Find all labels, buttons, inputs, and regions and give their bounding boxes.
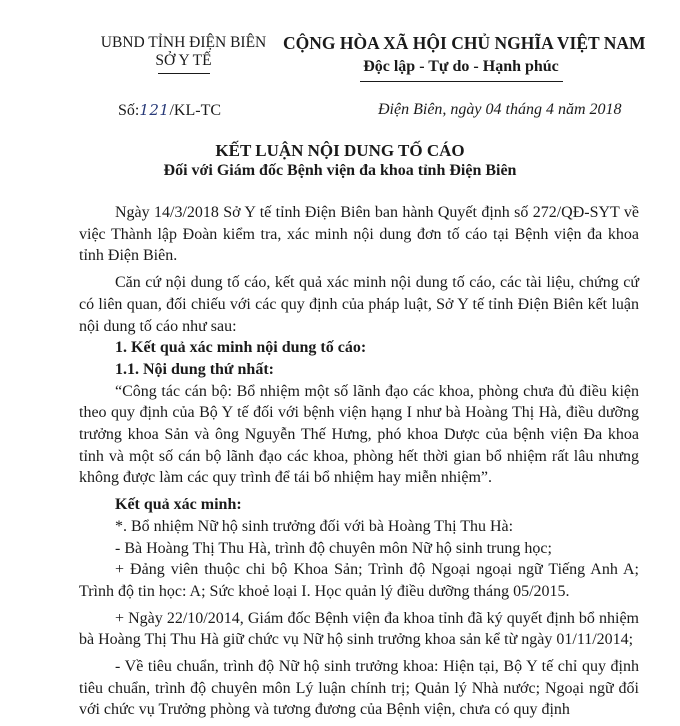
paragraph-allegation-quote: “Công tác cán bộ: Bổ nhiệm một số lãnh đạo các khoa, phòng chưa đủ điều kiện theo quy định của Bộ Y tế đối với bệnh viện hạng I như bà Hoàng Thị Hà, điều dưỡng trưởng khoa Sản và ông Nguyễn Thế Hưng, phó khoa Dược của bệnh viện Đa khoa tỉnh và một số cán bộ lãnh đạo các khoa, phòng hết thời gian bổ nhiệm rất lâu nhưng không được làm các quy trình để tái bổ nhiệm hay miễn nhiệm”. — [79, 382, 639, 487]
paragraph-appointment-date: + Ngày 22/10/2014, Giám đốc Bệnh viện đa khoa tỉnh đã ký quyết định bổ nhiệm bà Hoàng Thị Thu Hà giữ chức vụ Nữ hộ sinh trưởng khoa sản kể từ ngày 01/11/2014; — [79, 609, 639, 649]
document-number-prefix: Số: — [118, 102, 140, 119]
heading-first-content: 1.1. Nội dung thứ nhất: — [115, 360, 274, 378]
heading-verification: Kết quả xác minh: — [115, 496, 242, 514]
agency-underline — [158, 73, 210, 74]
document-number — [118, 101, 221, 120]
paragraph-qualification: - Bà Hoàng Thị Thu Hà, trình độ chuyên môn Nữ hộ sinh trung học; — [115, 539, 552, 557]
document-title: KẾT LUẬN NỘI DUNG TỐ CÁO — [215, 141, 465, 160]
agency-line-province: UBND TỈNH ĐIỆN BIÊN — [100, 34, 267, 51]
document-subtitle: Đối với Giám đốc Bệnh viện đa khoa tỉnh Điện Biên — [163, 162, 517, 179]
agency-line-department: SỞ Y TẾ — [155, 52, 212, 69]
paragraph-standards: - Về tiêu chuẩn, trình độ Nữ hộ sinh trưởng khoa: Hiện tại, Bộ Y tế chỉ quy định tiêu chuẩn, trình độ chuyên môn Lý luận chính trị; Quản lý Nhà nước; Ngoại ngữ đối với chức vụ Trưởng phòng và tương đương của Bệnh viện, chưa có quy định — [79, 658, 639, 719]
document-body — [79, 202, 639, 726]
document-number-suffix: /KL-TC — [169, 102, 222, 119]
place-and-date: Điện Biên, ngày 04 tháng 4 năm 2018 — [378, 101, 622, 118]
national-motto: Độc lập - Tự do - Hạnh phúc — [363, 58, 559, 75]
paragraph-basis: Căn cứ nội dung tố cáo, kết quả xác minh nội dung tố cáo, các tài liệu, chứng cứ có liên quan, đối chiếu với các quy định của pháp luật, Sở Y tế tỉnh Điện Biên kết luận nội dung tố cáo như sau: — [79, 274, 639, 335]
motto-underline — [360, 81, 563, 82]
national-title: CỘNG HÒA XÃ HỘI CHỦ NGHĨA VIỆT NAM — [283, 33, 646, 53]
document-number-handwritten: 121 — [139, 101, 170, 119]
paragraph-appointment-heading: *. Bổ nhiệm Nữ hộ sinh trưởng đối với bà Hoàng Thị Thu Hà: — [115, 517, 514, 535]
issuing-agency — [96, 34, 271, 70]
paragraph-party-member: + Đảng viên thuộc chi bộ Khoa Sản; Trình độ Ngoại ngoại ngữ Tiếng Anh A; Trình độ tin học: A; Sức khoẻ loại I. Học quản lý điều dưỡng tháng 05/2015. — [79, 561, 639, 600]
heading-verification-results: 1. Kết quả xác minh nội dung tố cáo: — [115, 339, 367, 357]
paragraph-decision: Ngày 14/3/2018 Sở Y tế tỉnh Điện Biên ban hành Quyết định số 272/QĐ-SYT về việc Thành lập Đoàn kiểm tra, xác minh nội dung đơn tố cáo tại Bệnh viện đa khoa tỉnh Điện Biên. — [79, 204, 639, 265]
